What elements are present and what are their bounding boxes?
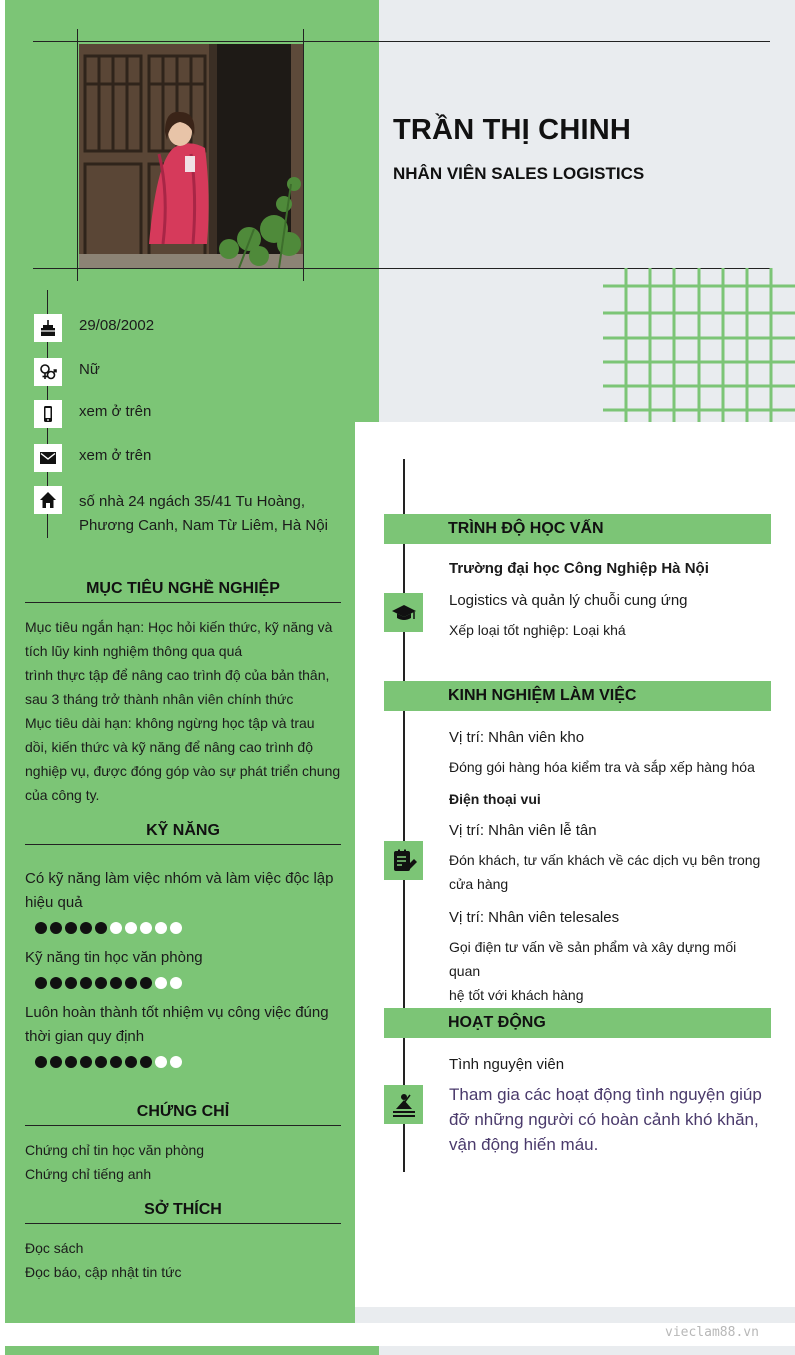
objective-line: trình thực tập để nâng cao trình độ của bản thân, [25,667,330,683]
certificates-list [25,1138,341,1186]
activity-description [449,1082,769,1157]
rating-dot-filled [110,1056,122,1068]
footer-gray-strip [379,1346,795,1355]
objective-line: dồi, kiến thức và kỹ năng để nâng cao trình độ [25,739,314,755]
education-bar [384,514,771,544]
email-text: xem ở trên [79,447,152,464]
job2-company: Điện thoại vui [449,791,541,807]
experience-heading: KINH NGHIỆM LÀM VIỆC [448,687,637,704]
objective-line: sau 3 tháng trở thành nhân viên chính thức [25,691,294,707]
skill-item-3 [25,1001,341,1049]
job3-desc-line: hệ tốt với khách hàng [449,987,584,1003]
rating-dot-filled [140,1056,152,1068]
rating-dot-filled [65,977,77,989]
objective-line: của công ty. [25,787,100,803]
rating-dot-empty [125,922,137,934]
skills-heading: KỸ NĂNG [25,822,341,845]
rating-dot-filled [50,977,62,989]
education-heading: TRÌNH ĐỘ HỌC VẤN [448,520,604,537]
rating-dot-filled [65,1056,77,1068]
rating-dot-filled [110,977,122,989]
rating-dot-filled [125,977,137,989]
home-icon [34,486,62,514]
skill-item-2 [25,946,341,970]
address-row [34,486,354,538]
rating-dot-empty [155,1056,167,1068]
education-grade: Xếp loại tốt nghiệp: Loại khá [449,622,626,638]
job3-position: Vị trí: Nhân viên telesales [449,909,620,926]
rating-dot-filled [95,977,107,989]
activities-heading: HOẠT ĐỘNG [448,1014,546,1031]
education-major: Logistics và quản lý chuỗi cung ứng [449,592,688,609]
skill-item-1 [25,867,341,915]
gender-row [34,358,354,386]
skill-3-rating [35,1056,182,1068]
gender-icon [34,358,62,386]
job2-desc-line: cửa hàng [449,876,509,892]
job3-description [449,935,769,1007]
address-line-1: số nhà 24 ngách 35/41 Tu Hoàng, [79,493,306,510]
decorative-grid [603,268,795,422]
rating-dot-filled [80,977,92,989]
rating-dot-filled [35,977,47,989]
gender-text: Nữ [79,361,100,378]
rating-dot-empty [110,922,122,934]
birthday-text: 29/08/2002 [79,317,155,334]
rating-dot-filled [80,922,92,934]
rating-dot-empty [170,1056,182,1068]
rating-dot-filled [35,1056,47,1068]
edit-note-icon [384,841,423,880]
skill-1-line-1: Có kỹ năng làm việc nhóm và làm việc độc lập [25,870,334,887]
rating-dot-empty [170,922,182,934]
rating-dot-filled [65,922,77,934]
objective-line: nghiệp vụ, được đóng góp vào sự phát triển chung [25,763,341,779]
objective-line: Mục tiêu ngắn hạn: Học hỏi kiến thức, kỹ năng và [25,619,333,635]
rating-dot-filled [95,922,107,934]
skill-2-rating [35,977,182,989]
address-line-2: Phương Canh, Nam Từ Liêm, Hà Nội [79,517,328,534]
rating-dot-filled [125,1056,137,1068]
bottom-gray-strip [355,1307,795,1323]
job3-desc-line: Gọi điện tư vấn về sản phẩm và xây dựng mối quan [449,939,737,979]
main-timeline-line [403,459,405,1172]
activities-bar [384,1008,771,1038]
graduation-cap-icon [384,593,423,632]
hobby-item: Đọc sách [25,1240,84,1256]
hobbies-heading: SỞ THÍCH [25,1201,341,1224]
rating-dot-filled [80,1056,92,1068]
email-row [34,444,354,472]
activity-role: Tình nguyện viên [449,1056,565,1073]
skill-1-rating [35,922,182,934]
rating-dot-filled [95,1056,107,1068]
activity-desc-line: vận động hiến máu. [449,1135,599,1154]
rating-dot-filled [35,922,47,934]
activity-desc-line: Tham gia các hoạt động tình nguyện giúp [449,1085,762,1104]
certificate-item: Chứng chỉ tin học văn phòng [25,1142,205,1158]
phone-icon [34,400,62,428]
address-text [79,490,328,538]
email-icon [34,444,62,472]
footer-green-strip [5,1346,379,1355]
objective-line: Mục tiêu dài hạn: không ngừng học tập và trau [25,715,315,731]
watermark: vieclam88.vn [665,1325,759,1340]
hobbies-list [25,1236,341,1284]
skill-2-line-1: Kỹ năng tin học văn phòng [25,949,203,966]
candidate-name: TRẦN THỊ CHINH [393,114,632,146]
phone-row [34,400,354,428]
certificates-heading: CHỨNG CHỈ [25,1103,341,1126]
job2-position: Vị trí: Nhân viên lễ tân [449,822,597,839]
rating-dot-filled [50,922,62,934]
activity-desc-line: đỡ những người có hoàn cảnh khó khăn, [449,1110,759,1129]
rating-dot-empty [155,922,167,934]
photo-left-line [77,29,78,281]
education-school: Trường đại học Công Nghiệp Hà Nội [449,560,709,577]
rating-dot-filled [50,1056,62,1068]
job1-description: Đóng gói hàng hóa kiểm tra và sắp xếp hàng hóa [449,759,755,775]
skill-1-line-2: hiệu quả [25,894,83,911]
header-top-line [33,41,770,42]
phone-text: xem ở trên [79,403,152,420]
profile-photo [79,44,303,268]
skill-3-line-2: thời gian quy định [25,1028,145,1045]
birthday-cake-icon [34,314,62,342]
photo-right-line [303,29,304,281]
job1-position: Vị trí: Nhân viên kho [449,729,585,746]
rating-dot-empty [155,977,167,989]
job2-desc-line: Đón khách, tư vấn khách về các dịch vụ bên trong [449,852,761,868]
rating-dot-empty [140,922,152,934]
rating-dot-filled [140,977,152,989]
certificate-item: Chứng chỉ tiếng anh [25,1166,152,1182]
rating-dot-empty [170,977,182,989]
objective-line: tích lũy kinh nghiệm thông qua quá [25,643,243,659]
skill-3-line-1: Luôn hoàn thành tốt nhiệm vụ công việc đúng [25,1004,329,1021]
objective-text [25,615,341,807]
job-title: NHÂN VIÊN SALES LOGISTICS [393,164,645,183]
job2-description [449,848,769,896]
birthday-row [34,314,354,342]
objective-heading: MỤC TIÊU NGHỀ NGHIỆP [25,580,341,603]
hobby-item: Đọc báo, cập nhật tin tức [25,1264,182,1280]
volunteer-icon [384,1085,423,1124]
experience-bar [384,681,771,711]
